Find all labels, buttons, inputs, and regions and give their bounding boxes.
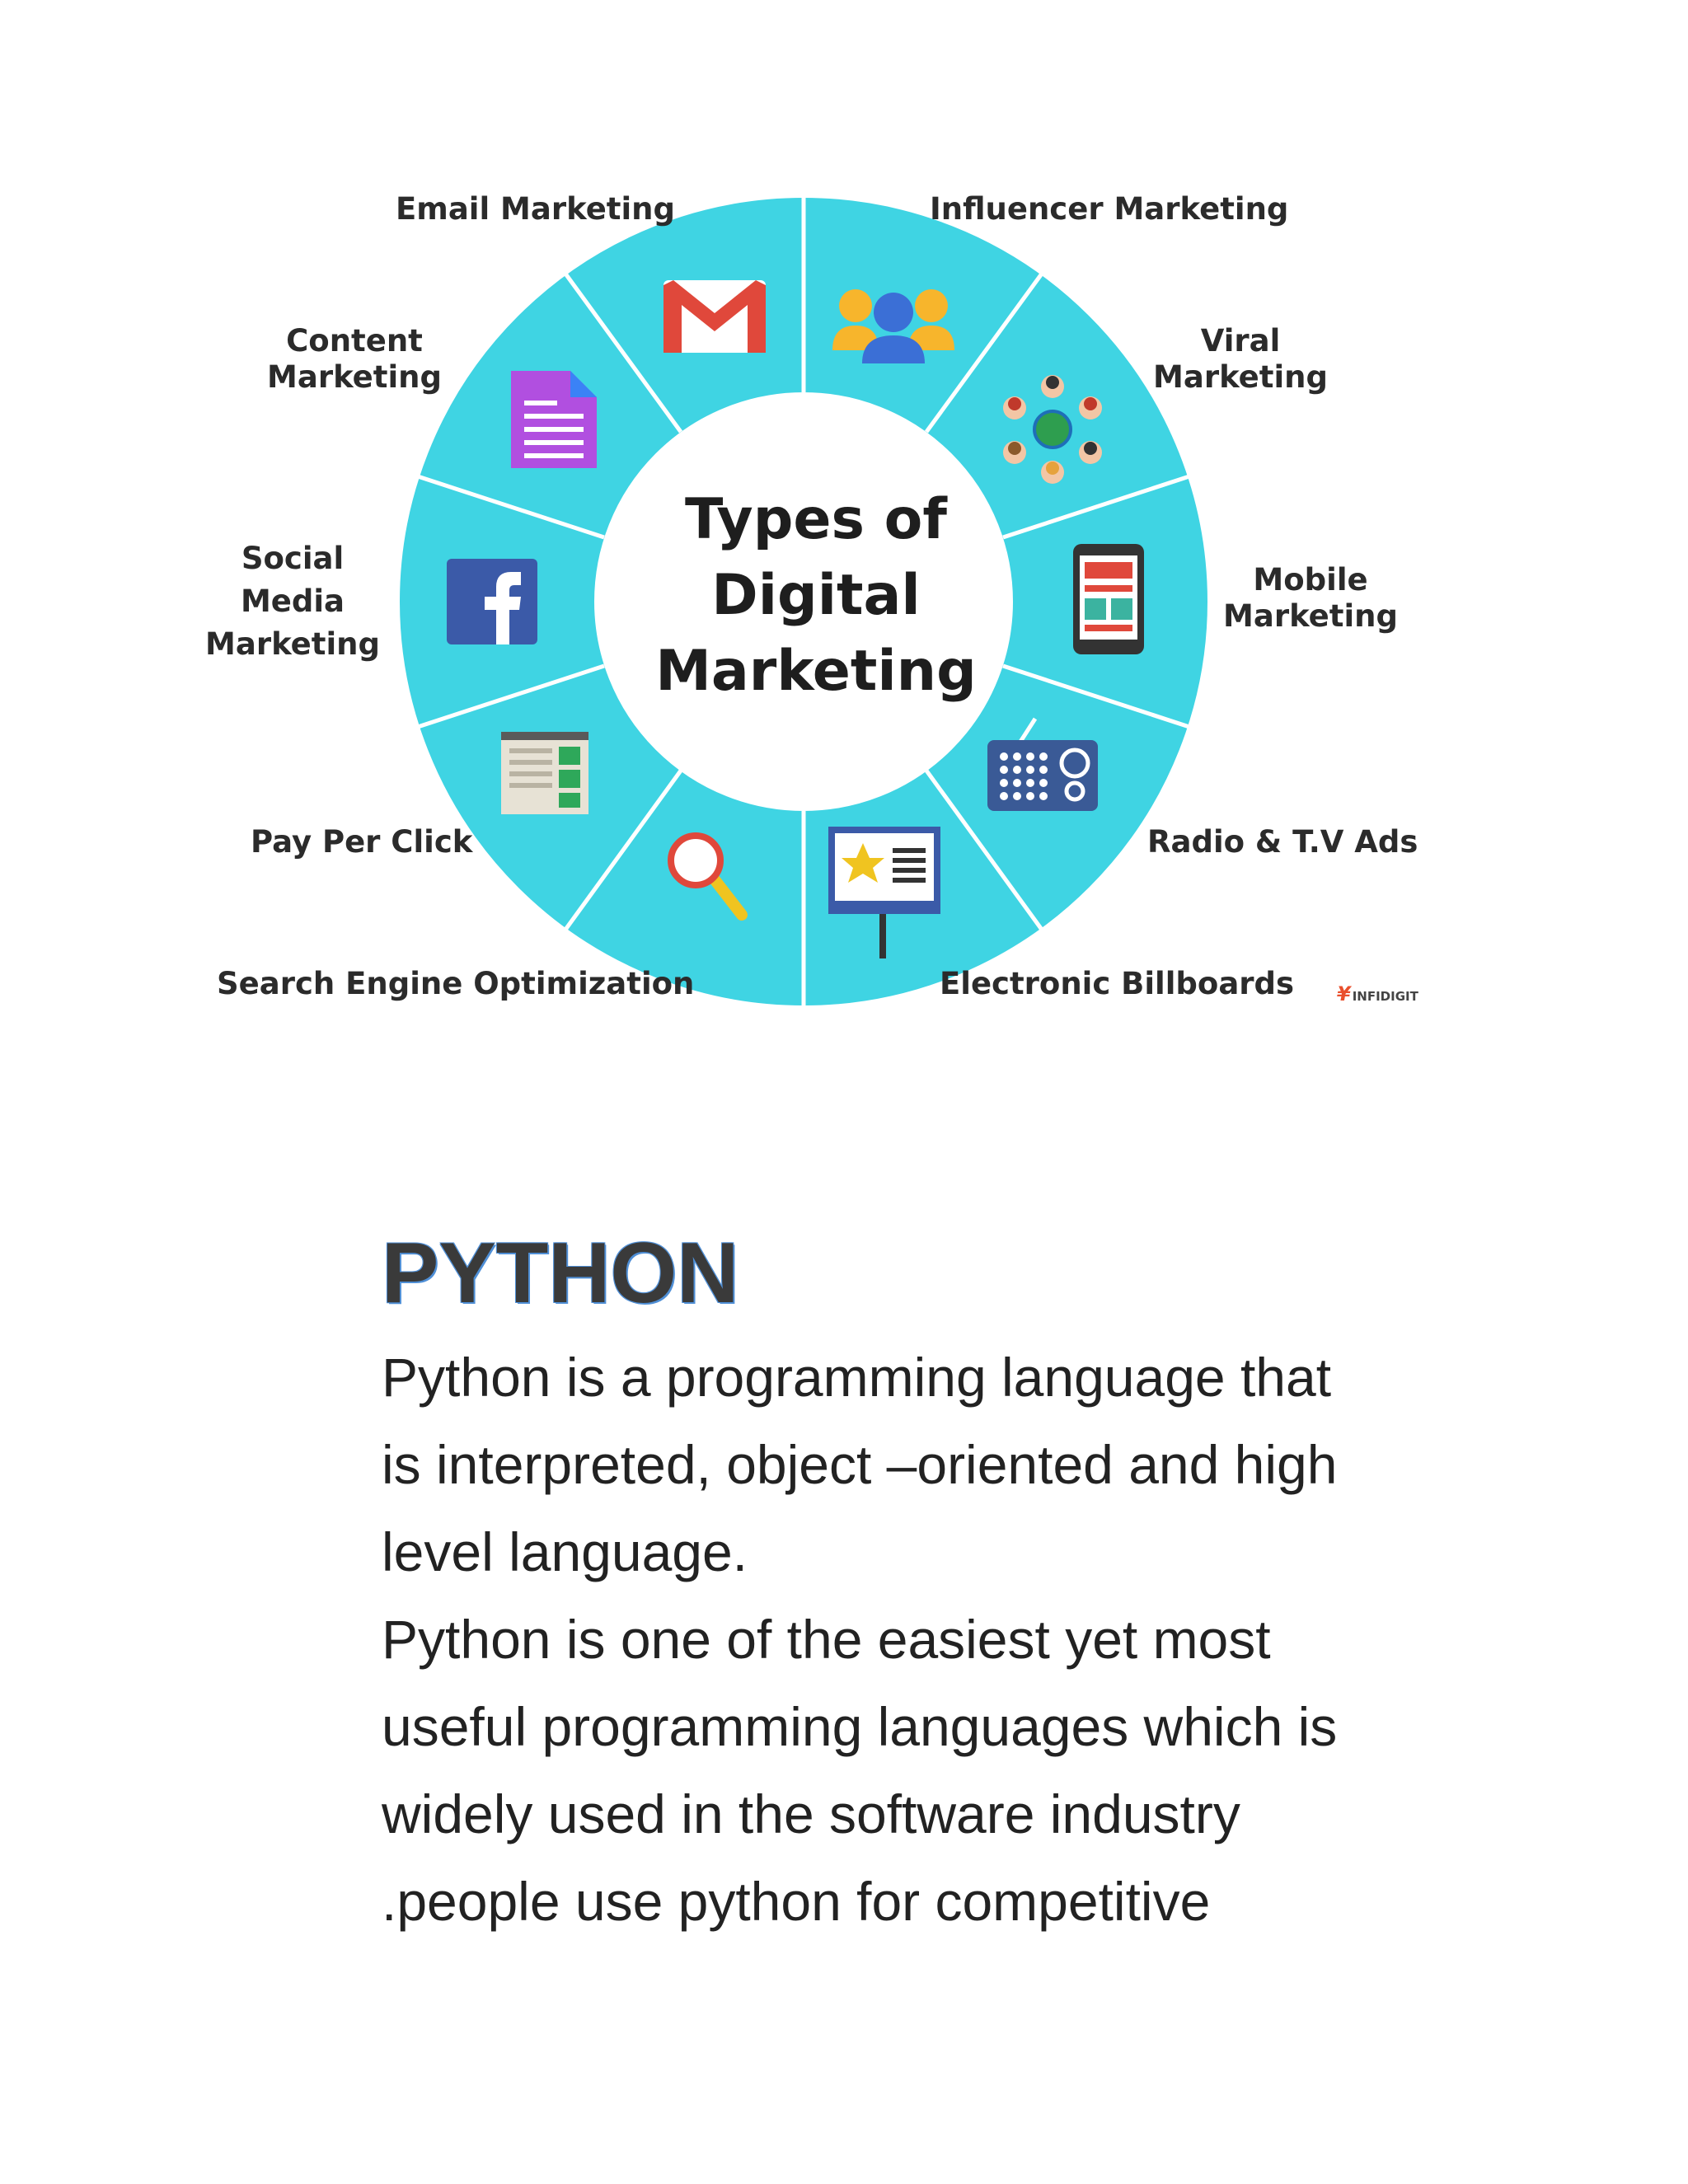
paragraph-line: Python is one of the easiest yet most xyxy=(382,1609,1271,1670)
label-radio-tv-ads: Radio & T.V Ads xyxy=(1147,824,1418,860)
label-line: Marketing xyxy=(1153,359,1328,395)
label-content-marketing xyxy=(264,323,445,396)
document-icon xyxy=(511,371,597,468)
center-title-line: Marketing xyxy=(655,639,977,704)
paragraph-line: Python is a programming language that xyxy=(382,1347,1332,1408)
center-title-line: Types of xyxy=(685,487,947,552)
paragraph-line: is interpreted, object –oriented and high xyxy=(382,1434,1338,1495)
paragraph-line: level language. xyxy=(382,1521,748,1582)
center-title-line: Digital xyxy=(711,563,921,628)
digital-marketing-diagram xyxy=(0,0,1688,1063)
label-influencer-marketing: Influencer Marketing xyxy=(930,191,1289,227)
label-search-engine-optimization: Search Engine Optimization xyxy=(217,966,695,1001)
label-line: Marketing xyxy=(267,359,442,395)
label-line: Media xyxy=(240,583,345,619)
label-mobile-marketing xyxy=(1220,562,1401,635)
smartphone-icon xyxy=(1073,544,1144,654)
label-line: Marketing xyxy=(205,626,380,662)
facebook-icon xyxy=(447,559,537,644)
brand-text: INFIDIGIT xyxy=(1352,989,1418,1004)
label-social-media-marketing xyxy=(202,537,383,666)
label-email-marketing: Email Marketing xyxy=(396,191,675,227)
browser-icon xyxy=(501,732,588,814)
label-line: Mobile xyxy=(1253,562,1368,598)
paragraph-line: widely used in the software industry xyxy=(382,1783,1240,1844)
label-line: Content xyxy=(286,323,423,359)
label-line: Viral xyxy=(1200,323,1281,359)
label-line: Marketing xyxy=(1223,598,1398,634)
brand-mark-icon: ¥ xyxy=(1337,982,1351,1005)
section-heading: PYTHON xyxy=(382,1226,739,1321)
diagram-center-title xyxy=(626,482,1006,710)
label-electronic-billboards: Electronic Billboards xyxy=(940,966,1295,1001)
paragraph-line: useful programming languages which is xyxy=(382,1696,1338,1757)
label-viral-marketing xyxy=(1150,323,1331,396)
gmail-icon xyxy=(663,280,766,353)
python-section xyxy=(382,1220,1536,1945)
paragraph-line: .people use python for competitive xyxy=(382,1871,1211,1932)
label-pay-per-click: Pay Per Click xyxy=(251,824,473,860)
brand-logo xyxy=(1337,982,1418,1005)
label-line: Social xyxy=(241,541,345,576)
